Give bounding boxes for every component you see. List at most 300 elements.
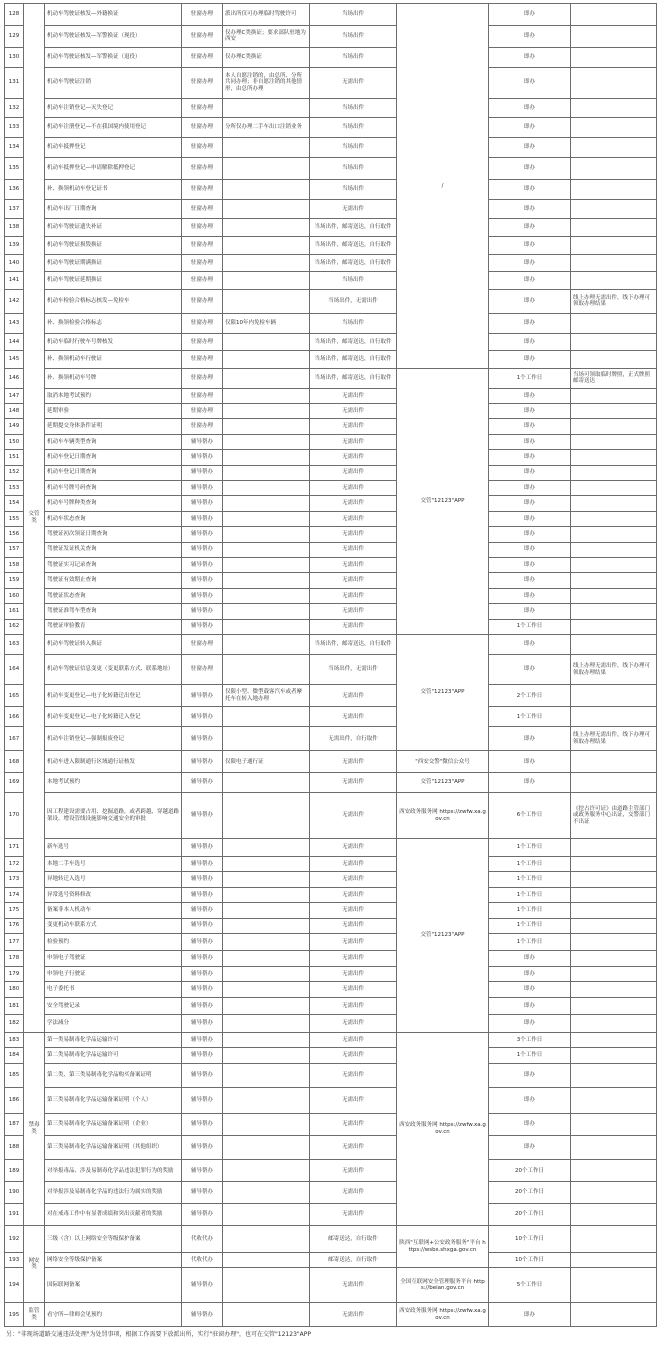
item-number: 159 bbox=[5, 573, 24, 588]
delivery-method: 无需出件 bbox=[310, 982, 397, 997]
remark bbox=[571, 619, 657, 634]
delivery-method: 无需出件 bbox=[310, 1048, 397, 1063]
time-limit: 1个工作日 bbox=[489, 1048, 571, 1063]
item-name: 驾驶证有效期止查询 bbox=[45, 573, 182, 588]
delivery-method: 无需出件 bbox=[310, 388, 397, 403]
remark bbox=[571, 404, 657, 419]
time-limit: 即办 bbox=[489, 966, 571, 981]
scope-note bbox=[223, 793, 310, 839]
scope-note bbox=[223, 289, 310, 313]
handling-mode: 辅导帮办 bbox=[182, 751, 223, 773]
scope-note bbox=[223, 1136, 310, 1160]
delivery-method: 当场出件 bbox=[310, 313, 397, 333]
item-name: 新车选号 bbox=[45, 839, 182, 857]
item-number: 182 bbox=[5, 1015, 24, 1033]
scope-note bbox=[223, 933, 310, 951]
scope-note bbox=[223, 588, 310, 603]
item-name: 机动车临时行驶车号牌核发 bbox=[45, 333, 182, 351]
table-row bbox=[5, 4, 657, 26]
remark bbox=[571, 47, 657, 67]
item-name: 驾驶证发证机关查询 bbox=[45, 542, 182, 557]
time-limit: 即办 bbox=[489, 272, 571, 290]
delivery-method: 当场出件，邮寄送达，自行取件 bbox=[310, 254, 397, 272]
item-name: 看守所—律师会见预约 bbox=[45, 1303, 182, 1327]
item-name: 机动车驾驶证遗失补证 bbox=[45, 219, 182, 237]
item-name: 机动车驾驶证核发—军警换证（退役） bbox=[45, 47, 182, 67]
table-row bbox=[5, 404, 657, 419]
remark bbox=[571, 1303, 657, 1327]
remark bbox=[571, 480, 657, 495]
item-name: 驾驶证审验教育 bbox=[45, 619, 182, 634]
table-row bbox=[5, 1226, 657, 1252]
scope-note bbox=[223, 887, 310, 902]
handling-mode: 辅导帮办 bbox=[182, 527, 223, 542]
time-limit: 即办 bbox=[489, 254, 571, 272]
scope-note bbox=[223, 527, 310, 542]
online-channel: 交管"12123"APP bbox=[397, 839, 489, 1032]
item-name: 第二类易制毒化学品运输许可 bbox=[45, 1048, 182, 1063]
time-limit: 即办 bbox=[489, 25, 571, 47]
table-row bbox=[5, 751, 657, 773]
delivery-method: 邮寄送达，自行取件 bbox=[310, 1226, 397, 1252]
time-limit: 即办 bbox=[489, 351, 571, 369]
delivery-method: 无需出件 bbox=[310, 1015, 397, 1033]
item-number: 141 bbox=[5, 272, 24, 290]
remark bbox=[571, 685, 657, 707]
scope-note bbox=[223, 219, 310, 237]
delivery-method: 无需出件 bbox=[310, 1303, 397, 1327]
scope-note bbox=[223, 333, 310, 351]
delivery-method: 无需出件 bbox=[310, 404, 397, 419]
table-row bbox=[5, 1182, 657, 1204]
item-number: 178 bbox=[5, 951, 24, 966]
item-name: 补、换领机动车号牌 bbox=[45, 368, 182, 388]
scope-note bbox=[223, 997, 310, 1015]
handling-mode: 驻窗办理 bbox=[182, 4, 223, 26]
handling-mode: 驻窗办理 bbox=[182, 118, 223, 138]
time-limit: 20个工作日 bbox=[489, 1204, 571, 1226]
time-limit: 即办 bbox=[489, 1063, 571, 1087]
table-row bbox=[5, 951, 657, 966]
time-limit: 即办 bbox=[489, 727, 571, 751]
remark bbox=[571, 1252, 657, 1267]
handling-mode: 辅导帮办 bbox=[182, 856, 223, 871]
item-name: 机动车车辆类型查询 bbox=[45, 434, 182, 449]
table-row bbox=[5, 254, 657, 272]
table-row bbox=[5, 98, 657, 118]
time-limit: 即办 bbox=[489, 1114, 571, 1136]
delivery-method: 无需出件 bbox=[310, 1268, 397, 1303]
handling-mode: 辅导帮办 bbox=[182, 773, 223, 793]
table-row bbox=[5, 1032, 657, 1047]
scope-note bbox=[223, 1182, 310, 1204]
table-row bbox=[5, 333, 657, 351]
time-limit: 5个工作日 bbox=[489, 1268, 571, 1303]
item-name: 机动车登记日期查询 bbox=[45, 450, 182, 465]
time-limit: 6个工作日 bbox=[489, 793, 571, 839]
time-limit: 即办 bbox=[489, 773, 571, 793]
item-number: 166 bbox=[5, 707, 24, 727]
item-name: 机动车注销登记—强制报废登记 bbox=[45, 727, 182, 751]
item-name: 机动车驾驶证信息变更（变更联系方式、联系地址） bbox=[45, 654, 182, 685]
scope-note: 分所仅办理二手车出口注销业务 bbox=[223, 118, 310, 138]
delivery-method: 当场出件 bbox=[310, 25, 397, 47]
table-row bbox=[5, 982, 657, 997]
time-limit: 10个工作日 bbox=[489, 1226, 571, 1252]
time-limit: 1个工作日 bbox=[489, 933, 571, 951]
item-number: 152 bbox=[5, 465, 24, 480]
handling-mode: 驻窗办理 bbox=[182, 219, 223, 237]
delivery-method: 当场出件，邮寄送达，自行取件 bbox=[310, 237, 397, 255]
item-name: 补、换领检验合格标志 bbox=[45, 313, 182, 333]
scope-note bbox=[223, 419, 310, 434]
online-channel: 交管"12123"APP bbox=[397, 368, 489, 634]
item-name: 机动车号牌号码查询 bbox=[45, 480, 182, 495]
item-name: 本地二手车选号 bbox=[45, 856, 182, 871]
time-limit: 即办 bbox=[489, 1136, 571, 1160]
item-name: 机动车驾驶证损毁换证 bbox=[45, 237, 182, 255]
time-limit: 1个工作日 bbox=[489, 887, 571, 902]
table-row bbox=[5, 496, 657, 511]
time-limit: 即办 bbox=[489, 434, 571, 449]
remark bbox=[571, 219, 657, 237]
item-name: 机动车抵押登记—申请解除抵押登记 bbox=[45, 157, 182, 179]
handling-mode: 驻窗办理 bbox=[182, 289, 223, 313]
item-number: 180 bbox=[5, 982, 24, 997]
online-channel: 交管"12123"APP bbox=[397, 773, 489, 793]
time-limit: 即办 bbox=[489, 219, 571, 237]
remark bbox=[571, 773, 657, 793]
table-row bbox=[5, 1087, 657, 1113]
delivery-method: 无需出件 bbox=[310, 773, 397, 793]
scope-note bbox=[223, 557, 310, 572]
time-limit: 即办 bbox=[489, 1087, 571, 1113]
remark bbox=[571, 465, 657, 480]
time-limit: 1个工作日 bbox=[489, 903, 571, 918]
item-number: 138 bbox=[5, 219, 24, 237]
table-row bbox=[5, 588, 657, 603]
item-number: 144 bbox=[5, 333, 24, 351]
remark bbox=[571, 966, 657, 981]
remark bbox=[571, 1204, 657, 1226]
time-limit: 即办 bbox=[489, 179, 571, 199]
remark bbox=[571, 751, 657, 773]
table-row bbox=[5, 237, 657, 255]
scope-note bbox=[223, 1087, 310, 1113]
delivery-method: 无需出件 bbox=[310, 419, 397, 434]
scope-note bbox=[223, 542, 310, 557]
item-name: 机动车驾驶证期满换证 bbox=[45, 254, 182, 272]
time-limit: 即办 bbox=[489, 237, 571, 255]
delivery-method: 当场出件 bbox=[310, 157, 397, 179]
table-row bbox=[5, 918, 657, 933]
item-number: 172 bbox=[5, 856, 24, 871]
remark bbox=[571, 1015, 657, 1033]
scope-note bbox=[223, 237, 310, 255]
handling-mode: 驻窗办理 bbox=[182, 179, 223, 199]
scope-note bbox=[223, 654, 310, 685]
scope-note bbox=[223, 1015, 310, 1033]
remark: 线上办理无需出件，线下办理可领取办理结果 bbox=[571, 654, 657, 685]
item-number: 179 bbox=[5, 966, 24, 981]
item-number: 137 bbox=[5, 199, 24, 219]
scope-note bbox=[223, 511, 310, 526]
time-limit: 即办 bbox=[489, 333, 571, 351]
item-number: 165 bbox=[5, 685, 24, 707]
scope-note bbox=[223, 951, 310, 966]
delivery-method: 当场出件 bbox=[310, 179, 397, 199]
delivery-method: 无需出件 bbox=[310, 856, 397, 871]
time-limit: 2个工作日 bbox=[489, 685, 571, 707]
scope-note bbox=[223, 1252, 310, 1267]
scope-note: 仅办理C类换证；要求部队驻地为西安 bbox=[223, 25, 310, 47]
scope-note bbox=[223, 1063, 310, 1087]
handling-mode: 辅导帮办 bbox=[182, 685, 223, 707]
item-number: 181 bbox=[5, 997, 24, 1015]
item-name: 对举报涉及易制毒化学品的违法行为属实的奖励 bbox=[45, 1182, 182, 1204]
handling-mode: 驻窗办理 bbox=[182, 351, 223, 369]
item-name: 机动车抵押登记 bbox=[45, 138, 182, 158]
footnote: 另："非现场道路交通违法处理"为处罚事项，根据工作需要下放派出所，实行"驻窗办理"，也可在交管"12123"APP bbox=[6, 1331, 311, 1338]
scope-note bbox=[223, 496, 310, 511]
scope-note bbox=[223, 1226, 310, 1252]
time-limit: 1个工作日 bbox=[489, 619, 571, 634]
handling-mode: 辅导帮办 bbox=[182, 872, 223, 887]
category-cell: 监管类 bbox=[24, 1303, 45, 1327]
handling-mode: 辅导帮办 bbox=[182, 542, 223, 557]
time-limit: 即办 bbox=[489, 404, 571, 419]
item-number: 184 bbox=[5, 1048, 24, 1063]
table-row bbox=[5, 219, 657, 237]
item-name: 备案非本人机动车 bbox=[45, 903, 182, 918]
table-row bbox=[5, 773, 657, 793]
table-row bbox=[5, 573, 657, 588]
remark bbox=[571, 997, 657, 1015]
table-row bbox=[5, 1252, 657, 1267]
delivery-method: 无需出件 bbox=[310, 887, 397, 902]
handling-mode: 辅导帮办 bbox=[182, 450, 223, 465]
item-number: 194 bbox=[5, 1268, 24, 1303]
time-limit: 1个工作日 bbox=[489, 707, 571, 727]
remark bbox=[571, 1160, 657, 1182]
delivery-method: 无需出件 bbox=[310, 872, 397, 887]
delivery-method: 无需出件 bbox=[310, 997, 397, 1015]
remark bbox=[571, 872, 657, 887]
time-limit: 1个工作日 bbox=[489, 872, 571, 887]
item-number: 175 bbox=[5, 903, 24, 918]
scope-note bbox=[223, 368, 310, 388]
time-limit: 1个工作日 bbox=[489, 856, 571, 871]
item-name: 机动车登记日期查询 bbox=[45, 465, 182, 480]
remark bbox=[571, 1182, 657, 1204]
remark bbox=[571, 434, 657, 449]
handling-mode: 辅导帮办 bbox=[182, 1063, 223, 1087]
delivery-method: 无需出件 bbox=[310, 480, 397, 495]
handling-mode: 辅导帮办 bbox=[182, 903, 223, 918]
handling-mode: 辅导帮办 bbox=[182, 997, 223, 1015]
handling-mode: 辅导帮办 bbox=[182, 1087, 223, 1113]
item-name: 第二类、第三类易制毒化学品购买备案证明 bbox=[45, 1063, 182, 1087]
time-limit: 即办 bbox=[489, 289, 571, 313]
remark bbox=[571, 237, 657, 255]
item-name: 申领电子驾驶证 bbox=[45, 951, 182, 966]
remark bbox=[571, 118, 657, 138]
handling-mode: 辅导帮办 bbox=[182, 1048, 223, 1063]
delivery-method: 邮寄送达，自行取件 bbox=[310, 1252, 397, 1267]
delivery-method: 无需出件 bbox=[310, 793, 397, 839]
handling-mode: 辅导帮办 bbox=[182, 887, 223, 902]
scope-note bbox=[223, 388, 310, 403]
table-row bbox=[5, 872, 657, 887]
scope-note bbox=[223, 480, 310, 495]
scope-note bbox=[223, 727, 310, 751]
handling-mode: 辅导帮办 bbox=[182, 966, 223, 981]
delivery-method: 无需出件 bbox=[310, 1136, 397, 1160]
scope-note bbox=[223, 404, 310, 419]
table-row bbox=[5, 966, 657, 981]
remark: 《挖占许可证》由道路主管部门或政务服务中心出证，交警部门不出证 bbox=[571, 793, 657, 839]
remark bbox=[571, 1087, 657, 1113]
table-row bbox=[5, 1204, 657, 1226]
time-limit: 即办 bbox=[489, 450, 571, 465]
handling-mode: 辅导帮办 bbox=[182, 951, 223, 966]
delivery-method: 当场出件 bbox=[310, 138, 397, 158]
item-name: 机动车注册登记—不在我国境内使用登记 bbox=[45, 118, 182, 138]
item-number: 161 bbox=[5, 604, 24, 619]
delivery-method: 无需出件 bbox=[310, 619, 397, 634]
item-number: 160 bbox=[5, 588, 24, 603]
table-row bbox=[5, 685, 657, 707]
handling-mode: 辅导帮办 bbox=[182, 707, 223, 727]
delivery-method: 无需出件 bbox=[310, 557, 397, 572]
item-name: 第三类易制毒化学品运输备案证明（企业） bbox=[45, 1114, 182, 1136]
delivery-method: 当场出件 bbox=[310, 4, 397, 26]
delivery-method: 无需出件 bbox=[310, 604, 397, 619]
remark bbox=[571, 527, 657, 542]
handling-mode: 辅导帮办 bbox=[182, 480, 223, 495]
table-row bbox=[5, 511, 657, 526]
remark bbox=[571, 254, 657, 272]
remark bbox=[571, 98, 657, 118]
handling-mode: 辅导帮办 bbox=[182, 1182, 223, 1204]
item-number: 135 bbox=[5, 157, 24, 179]
online-channel: 西安政务服务网 https://zwfw.xa.gov.cn bbox=[397, 793, 489, 839]
item-name: 机动车注销登记—灭失登记 bbox=[45, 98, 182, 118]
handling-mode: 辅导帮办 bbox=[182, 1268, 223, 1303]
item-name: 第一类易制毒化学品运输许可 bbox=[45, 1032, 182, 1047]
table-row bbox=[5, 1114, 657, 1136]
scope-note bbox=[223, 918, 310, 933]
item-number: 148 bbox=[5, 404, 24, 419]
table-row bbox=[5, 368, 657, 388]
scope-note: 本人自愿注销的，由总所、分所共同办理；非自愿注销的其他情形，由总所办理 bbox=[223, 67, 310, 98]
item-number: 132 bbox=[5, 98, 24, 118]
delivery-method: 无需出件 bbox=[310, 707, 397, 727]
remark bbox=[571, 1226, 657, 1252]
remark bbox=[571, 25, 657, 47]
item-number: 177 bbox=[5, 933, 24, 951]
scope-note bbox=[223, 450, 310, 465]
item-name: 机动车变更登记—电子化转籍迁出登记 bbox=[45, 685, 182, 707]
item-name: 机动车状态查询 bbox=[45, 511, 182, 526]
item-number: 153 bbox=[5, 480, 24, 495]
time-limit: 即办 bbox=[489, 47, 571, 67]
item-name: 驾驶证状态查询 bbox=[45, 588, 182, 603]
handling-mode: 驻窗办理 bbox=[182, 138, 223, 158]
item-number: 193 bbox=[5, 1252, 24, 1267]
item-number: 140 bbox=[5, 254, 24, 272]
item-name: 异常选号资料修改 bbox=[45, 887, 182, 902]
table-row bbox=[5, 434, 657, 449]
table-row bbox=[5, 707, 657, 727]
table-row bbox=[5, 619, 657, 634]
item-number: 147 bbox=[5, 388, 24, 403]
time-limit: 即办 bbox=[489, 388, 571, 403]
scope-note bbox=[223, 1114, 310, 1136]
remark bbox=[571, 138, 657, 158]
time-limit: 即办 bbox=[489, 157, 571, 179]
table-row bbox=[5, 1160, 657, 1182]
time-limit: 即办 bbox=[489, 138, 571, 158]
handling-mode: 驻窗办理 bbox=[182, 368, 223, 388]
remark bbox=[571, 511, 657, 526]
time-limit: 即办 bbox=[489, 1303, 571, 1327]
delivery-method: 当场出件，邮寄送达，自行取件 bbox=[310, 333, 397, 351]
item-name: 安全驾驶记录 bbox=[45, 997, 182, 1015]
delivery-method: 无需出件 bbox=[310, 951, 397, 966]
table-row bbox=[5, 793, 657, 839]
scope-note bbox=[223, 1303, 310, 1327]
item-name: 机动车驾驶证核发—外籍换证 bbox=[45, 4, 182, 26]
item-number: 189 bbox=[5, 1160, 24, 1182]
handling-mode: 辅导帮办 bbox=[182, 1015, 223, 1033]
item-name: 补、换领机动车登记证书 bbox=[45, 179, 182, 199]
delivery-method: 无需出件 bbox=[310, 966, 397, 981]
item-number: 164 bbox=[5, 654, 24, 685]
remark bbox=[571, 496, 657, 511]
table-row bbox=[5, 903, 657, 918]
remark bbox=[571, 903, 657, 918]
scope-note bbox=[223, 1160, 310, 1182]
item-name: 取消本地考试预约 bbox=[45, 388, 182, 403]
item-number: 195 bbox=[5, 1303, 24, 1327]
delivery-method: 当场出件，无需出件 bbox=[310, 654, 397, 685]
item-number: 145 bbox=[5, 351, 24, 369]
item-name: 机动车驾驶证延期换证 bbox=[45, 272, 182, 290]
handling-mode: 驻窗办理 bbox=[182, 404, 223, 419]
item-number: 168 bbox=[5, 751, 24, 773]
remark: 当场可领取临时牌照，正式牌照邮寄送达 bbox=[571, 368, 657, 388]
item-number: 158 bbox=[5, 557, 24, 572]
item-name: 检验预约 bbox=[45, 933, 182, 951]
table-row bbox=[5, 480, 657, 495]
handling-mode: 辅导帮办 bbox=[182, 573, 223, 588]
item-name: 机动车驾驶证转入换证 bbox=[45, 634, 182, 654]
delivery-method: 无需出件 bbox=[310, 933, 397, 951]
scope-note bbox=[223, 966, 310, 981]
time-limit: 20个工作日 bbox=[489, 1182, 571, 1204]
time-limit: 即办 bbox=[489, 557, 571, 572]
item-number: 131 bbox=[5, 67, 24, 98]
delivery-method: 当场出件 bbox=[310, 272, 397, 290]
handling-mode: 辅导帮办 bbox=[182, 434, 223, 449]
handling-mode: 辅导帮办 bbox=[182, 496, 223, 511]
scope-note bbox=[223, 98, 310, 118]
delivery-method: 无需出件 bbox=[310, 918, 397, 933]
remark bbox=[571, 1136, 657, 1160]
remark bbox=[571, 856, 657, 871]
item-name: 机动车号牌种类查询 bbox=[45, 496, 182, 511]
